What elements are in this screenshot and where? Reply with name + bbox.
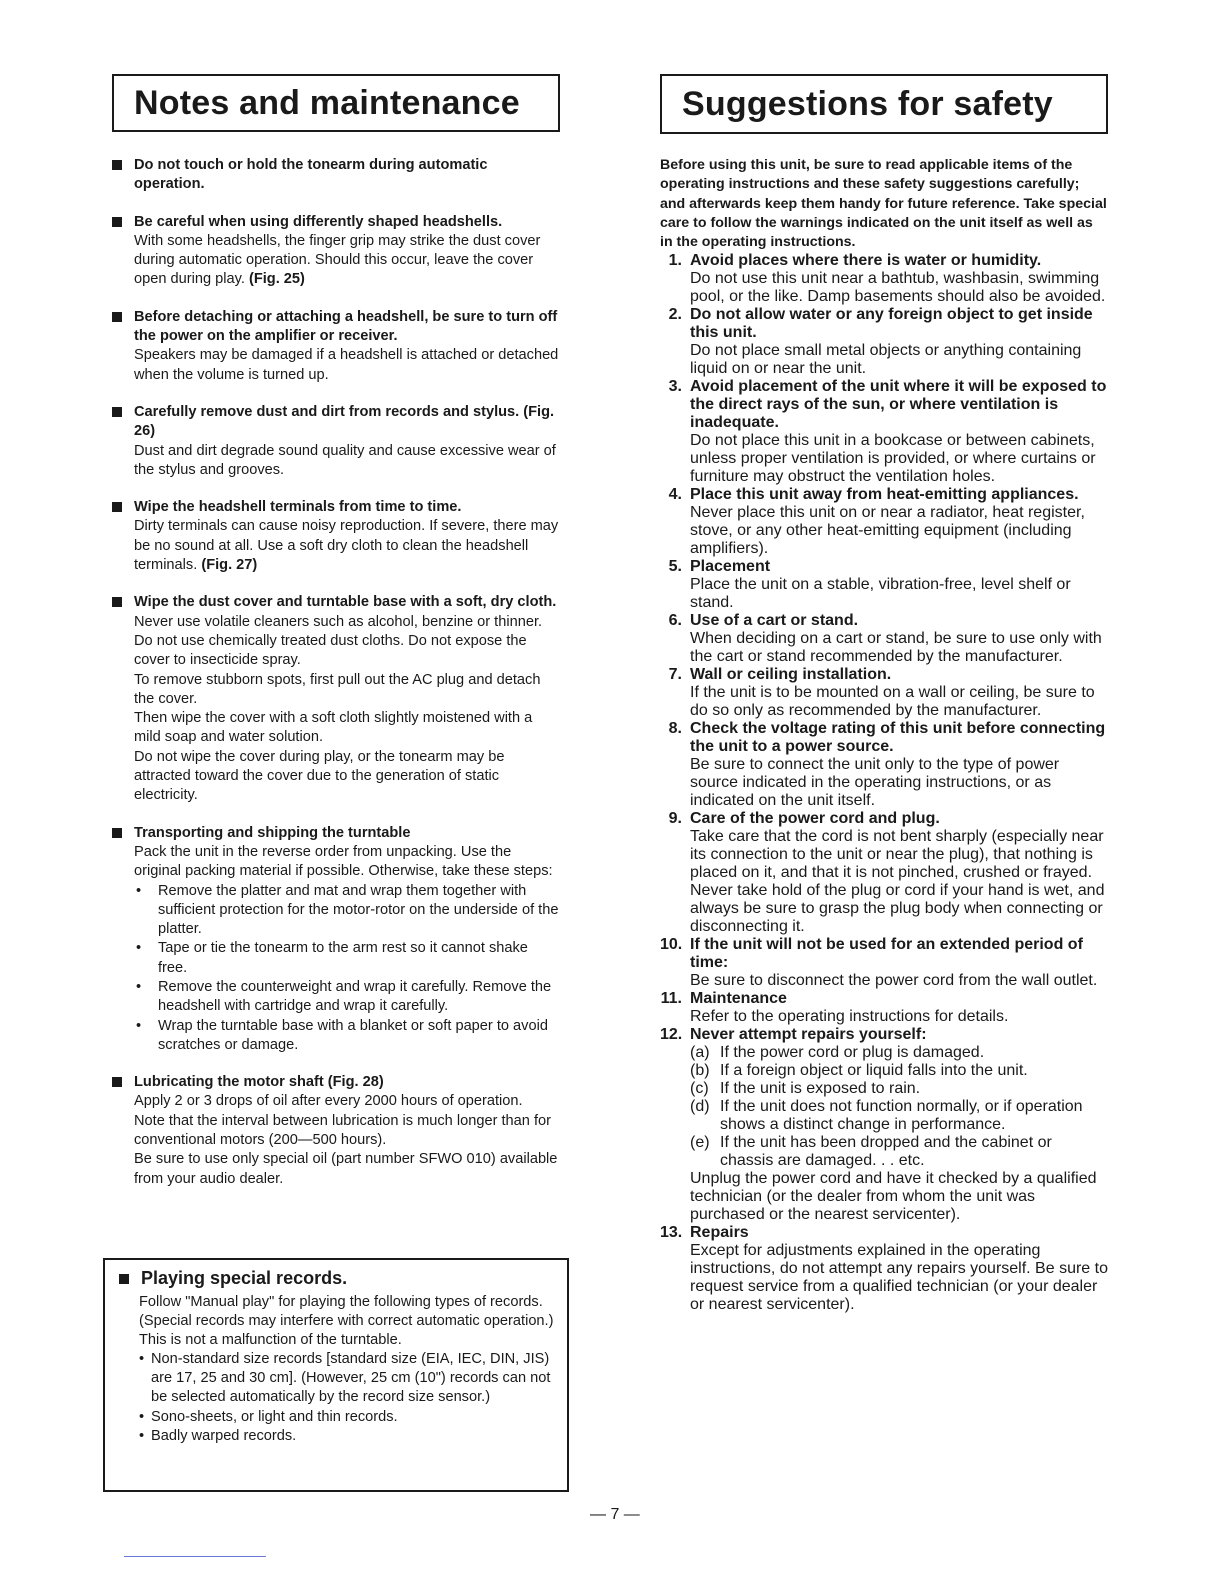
square-bullet-icon [112, 1077, 122, 1087]
note-item [112, 498, 560, 575]
square-bullet-icon [112, 502, 122, 512]
safety-title-box [660, 74, 1108, 134]
note-item [112, 824, 560, 1056]
safety-intro: Before using this unit, be sure to read applicable items of the operating instructions and these safety suggestions carefully; and afterwards keep them handy for future reference. Take special care to follow the warnings indicated on the unit itself as well as in the operating instructions. [660, 157, 1107, 251]
safety-item: 5. Placement Place the unit on a stable, vibration-free, level shelf or stand. [668, 558, 1071, 612]
figure-ref: (Fig. 27) [201, 557, 258, 574]
repair-condition: (a) If the power cord or plug is damaged. [690, 1044, 985, 1062]
note-heading: Do not touch or hold the tonearm during automatic operation. [134, 157, 488, 193]
safety-item: 1. Avoid places where there is water or humidity. Do not use this unit near a bathtub, washbasin, swimming pool, or the like. Damp basements should also be avoided. [668, 252, 1106, 306]
safety-title: Suggestions for safety [682, 84, 1053, 123]
list-item: • Remove the counterweight and wrap it carefully. Remove the headshell with cartridge and wrap it carefully. [134, 978, 560, 1017]
special-records-heading: Playing special records. [141, 1268, 348, 1288]
note-body-line: Do not use chemically treated dust cloths. Do not expose the cover to insecticide spray. [134, 632, 527, 669]
safety-item: 8. Check the voltage rating of this unit before connecting the unit to a power source. Be sure to connect the unit only to the type of power source indicated in the operating instructions, or as indicated on the unit itself. [668, 720, 1106, 810]
safety-item: 10. If the unit will not be used for an extended period of time: Be sure to disconnect the power cord from the wall outlet. [660, 936, 1098, 990]
safety-column [660, 74, 1108, 1314]
repair-condition: (c) If the unit is exposed to rain. [690, 1080, 921, 1098]
note-body-line: Never use volatile cleaners such as alcohol, benzine or thinner. [134, 613, 543, 630]
note-heading: Lubricating the motor shaft (Fig. 28) [134, 1074, 384, 1091]
notes-column [112, 74, 560, 1207]
special-text-line: This is not a malfunction of the turntable. [139, 1332, 402, 1349]
list-item: • Tape or tie the tonearm to the arm rest so it cannot shake free. [134, 939, 560, 978]
note-body: Pack the unit in the reverse order from unpacking. Use the original packing material if possible. Otherwise, take these steps: [134, 843, 553, 880]
special-text-line: Follow "Manual play" for playing the following types of records. (Special records may interfere with correct automatic operation.) [139, 1294, 554, 1330]
square-bullet-icon [112, 312, 122, 322]
list-item: • Non-standard size records [standard size (EIA, IEC, DIN, JIS) are 17, 25 and 30 cm]. (However, 25 cm (10") records can not be selected automatically by the record size sensor.) [139, 1351, 551, 1406]
safety-item: 3. Avoid placement of the unit where it will be exposed to the direct rays of the sun, or where ventilation is inadequate. Do not place this unit in a bookcase or between cabinets, unless proper ventilation is provided, or where curtains or furniture may obstruct the ventilation holes. [668, 378, 1107, 486]
dot-bullet-icon: • [139, 1351, 145, 1368]
note-heading: Wipe the headshell terminals from time to time. [134, 499, 462, 516]
note-item [112, 308, 560, 385]
note-body: Dirty terminals can cause noisy reproduction. If severe, there may be no sound at all. Use a soft dry cloth to clean the headshell terminals. [134, 518, 559, 574]
note-item [112, 213, 560, 290]
safety-item: 13. Repairs Except for adjustments explained in the operating instructions, do not attempt any repairs yourself. Be sure to request service from a qualified technician (or your dealer or nearest servicenter). [660, 1224, 1108, 1314]
note-heading: Be careful when using differently shaped headshells. [134, 213, 503, 230]
figure-ref: (Fig. 25) [248, 271, 305, 288]
note-body-line: To remove stubborn spots, first pull out the AC plug and detach the cover. [134, 671, 541, 707]
note-body-line: Note that the interval between lubrication is much longer than for conventional motors (200—500 hours). [134, 1112, 551, 1149]
footer-rule [124, 1556, 266, 1557]
safety-item: 9. Care of the power cord and plug. Take care that the cord is not bent sharply (especially near its connection to the unit or near the plug), that nothing is placed on it, and that it is not pinched, crushed or frayed. Never take hold of the plug or cord if your hand is wet, and always be sure to grasp the plug body when connecting or disconnecting it. [668, 810, 1105, 936]
note-body-line: Then wipe the cover with a soft cloth slightly moistened with a mild soap and water solution. [134, 710, 533, 746]
safety-item: 2. Do not allow water or any foreign object to get inside this unit. Do not place small metal objects or anything containing liquid on or near the unit. [668, 306, 1093, 378]
square-bullet-icon [112, 407, 122, 417]
safety-item: 11. Maintenance Refer to the operating instructions for details. [660, 990, 1009, 1026]
repair-instruction: Unplug the power cord and have it checked by a qualified technician (or the dealer from whom the unit was purchased or the nearest servicenter). [690, 1170, 1097, 1224]
repair-condition: (e) If the unit has been dropped and the cabinet or chassis are damaged. . . etc. [690, 1134, 1052, 1170]
notes-title: Notes and maintenance [134, 83, 520, 122]
note-heading: Carefully remove dust and dirt from records and stylus. (Fig. 26) [134, 403, 555, 440]
dot-bullet-icon: • [139, 1408, 145, 1425]
list-item: • Badly warped records. [139, 1427, 557, 1446]
dot-bullet-icon: • [139, 1427, 145, 1444]
note-heading: Transporting and shipping the turntable [134, 824, 411, 841]
note-item [112, 403, 560, 480]
notes-title-box [112, 74, 560, 132]
square-bullet-icon [112, 828, 122, 838]
square-bullet-icon [112, 597, 122, 607]
note-body: Speakers may be damaged if a headshell is attached or detached when the volume is turned up. [134, 347, 559, 383]
list-item: • Wrap the turntable base with a blanket or soft paper to avoid scratches or damage. [134, 1017, 560, 1056]
list-item: • Sono-sheets, or light and thin records. [139, 1408, 557, 1427]
shipping-steps-list [134, 882, 560, 1056]
safety-item: 12. Never attempt repairs yourself: (a) If the power cord or plug is damaged. (b) If a foreign object or liquid falls into the unit. (c) If the unit is exposed to rain. (d) If the unit does not function normally, or if operation shows a distinct change in performance. (e) If the unit has been dropped and the cabinet or chassis are damaged. . . etc. Unplug the power cord and have it checked by a qualified technician (or the dealer from whom the unit was purchased or the nearest servicenter). [660, 1026, 1108, 1224]
note-heading: Before detaching or attaching a headshell, be sure to turn off the power on the amplifier or receiver. [134, 308, 558, 345]
note-body-line: Be sure to use only special oil (part number SFWO 010) available from your audio dealer. [134, 1151, 558, 1187]
note-heading: Wipe the dust cover and turntable base with a soft, dry cloth. [134, 594, 557, 611]
note-item [112, 593, 560, 805]
note-body: With some headshells, the finger grip may strike the dust cover during automatic operation. Should this occur, leave the cover open during play. [134, 232, 541, 288]
note-item [112, 1073, 560, 1189]
square-bullet-icon [112, 217, 122, 227]
list-item: • Remove the platter and mat and wrap them together with sufficient protection for the motor-rotor on the underside of the platter. [134, 882, 560, 940]
repair-condition: (d) If the unit does not function normally, or if operation shows a distinct change in performance. [690, 1098, 1083, 1134]
safety-item: 4. Place this unit away from heat-emitting appliances. Never place this unit on or near a radiator, heat register, stove, or any other heat-emitting equipment (including amplifiers). [668, 486, 1085, 558]
note-body-line: Apply 2 or 3 drops of oil after every 2000 hours of operation. [134, 1093, 523, 1110]
repair-condition: (b) If a foreign object or liquid falls into the unit. [690, 1062, 1028, 1080]
square-bullet-icon [112, 160, 122, 170]
note-body: Dust and dirt degrade sound quality and cause excessive wear of the stylus and grooves. [134, 442, 556, 478]
note-body-line: Do not wipe the cover during play, or the tonearm may be attracted toward the cover due to the generation of static electricity. [134, 748, 505, 804]
page-number: — 7 — [590, 1506, 640, 1523]
note-item [112, 156, 560, 195]
special-records-box [103, 1258, 569, 1492]
safety-item: 7. Wall or ceiling installation. If the unit is to be mounted on a wall or ceiling, be sure to do so only as recommended by the manufacturer. [668, 666, 1095, 720]
safety-item: 6. Use of a cart or stand. When deciding on a cart or stand, be sure to use only with the cart or stand recommended by the manufacturer. [668, 612, 1102, 666]
square-bullet-icon [119, 1274, 129, 1284]
